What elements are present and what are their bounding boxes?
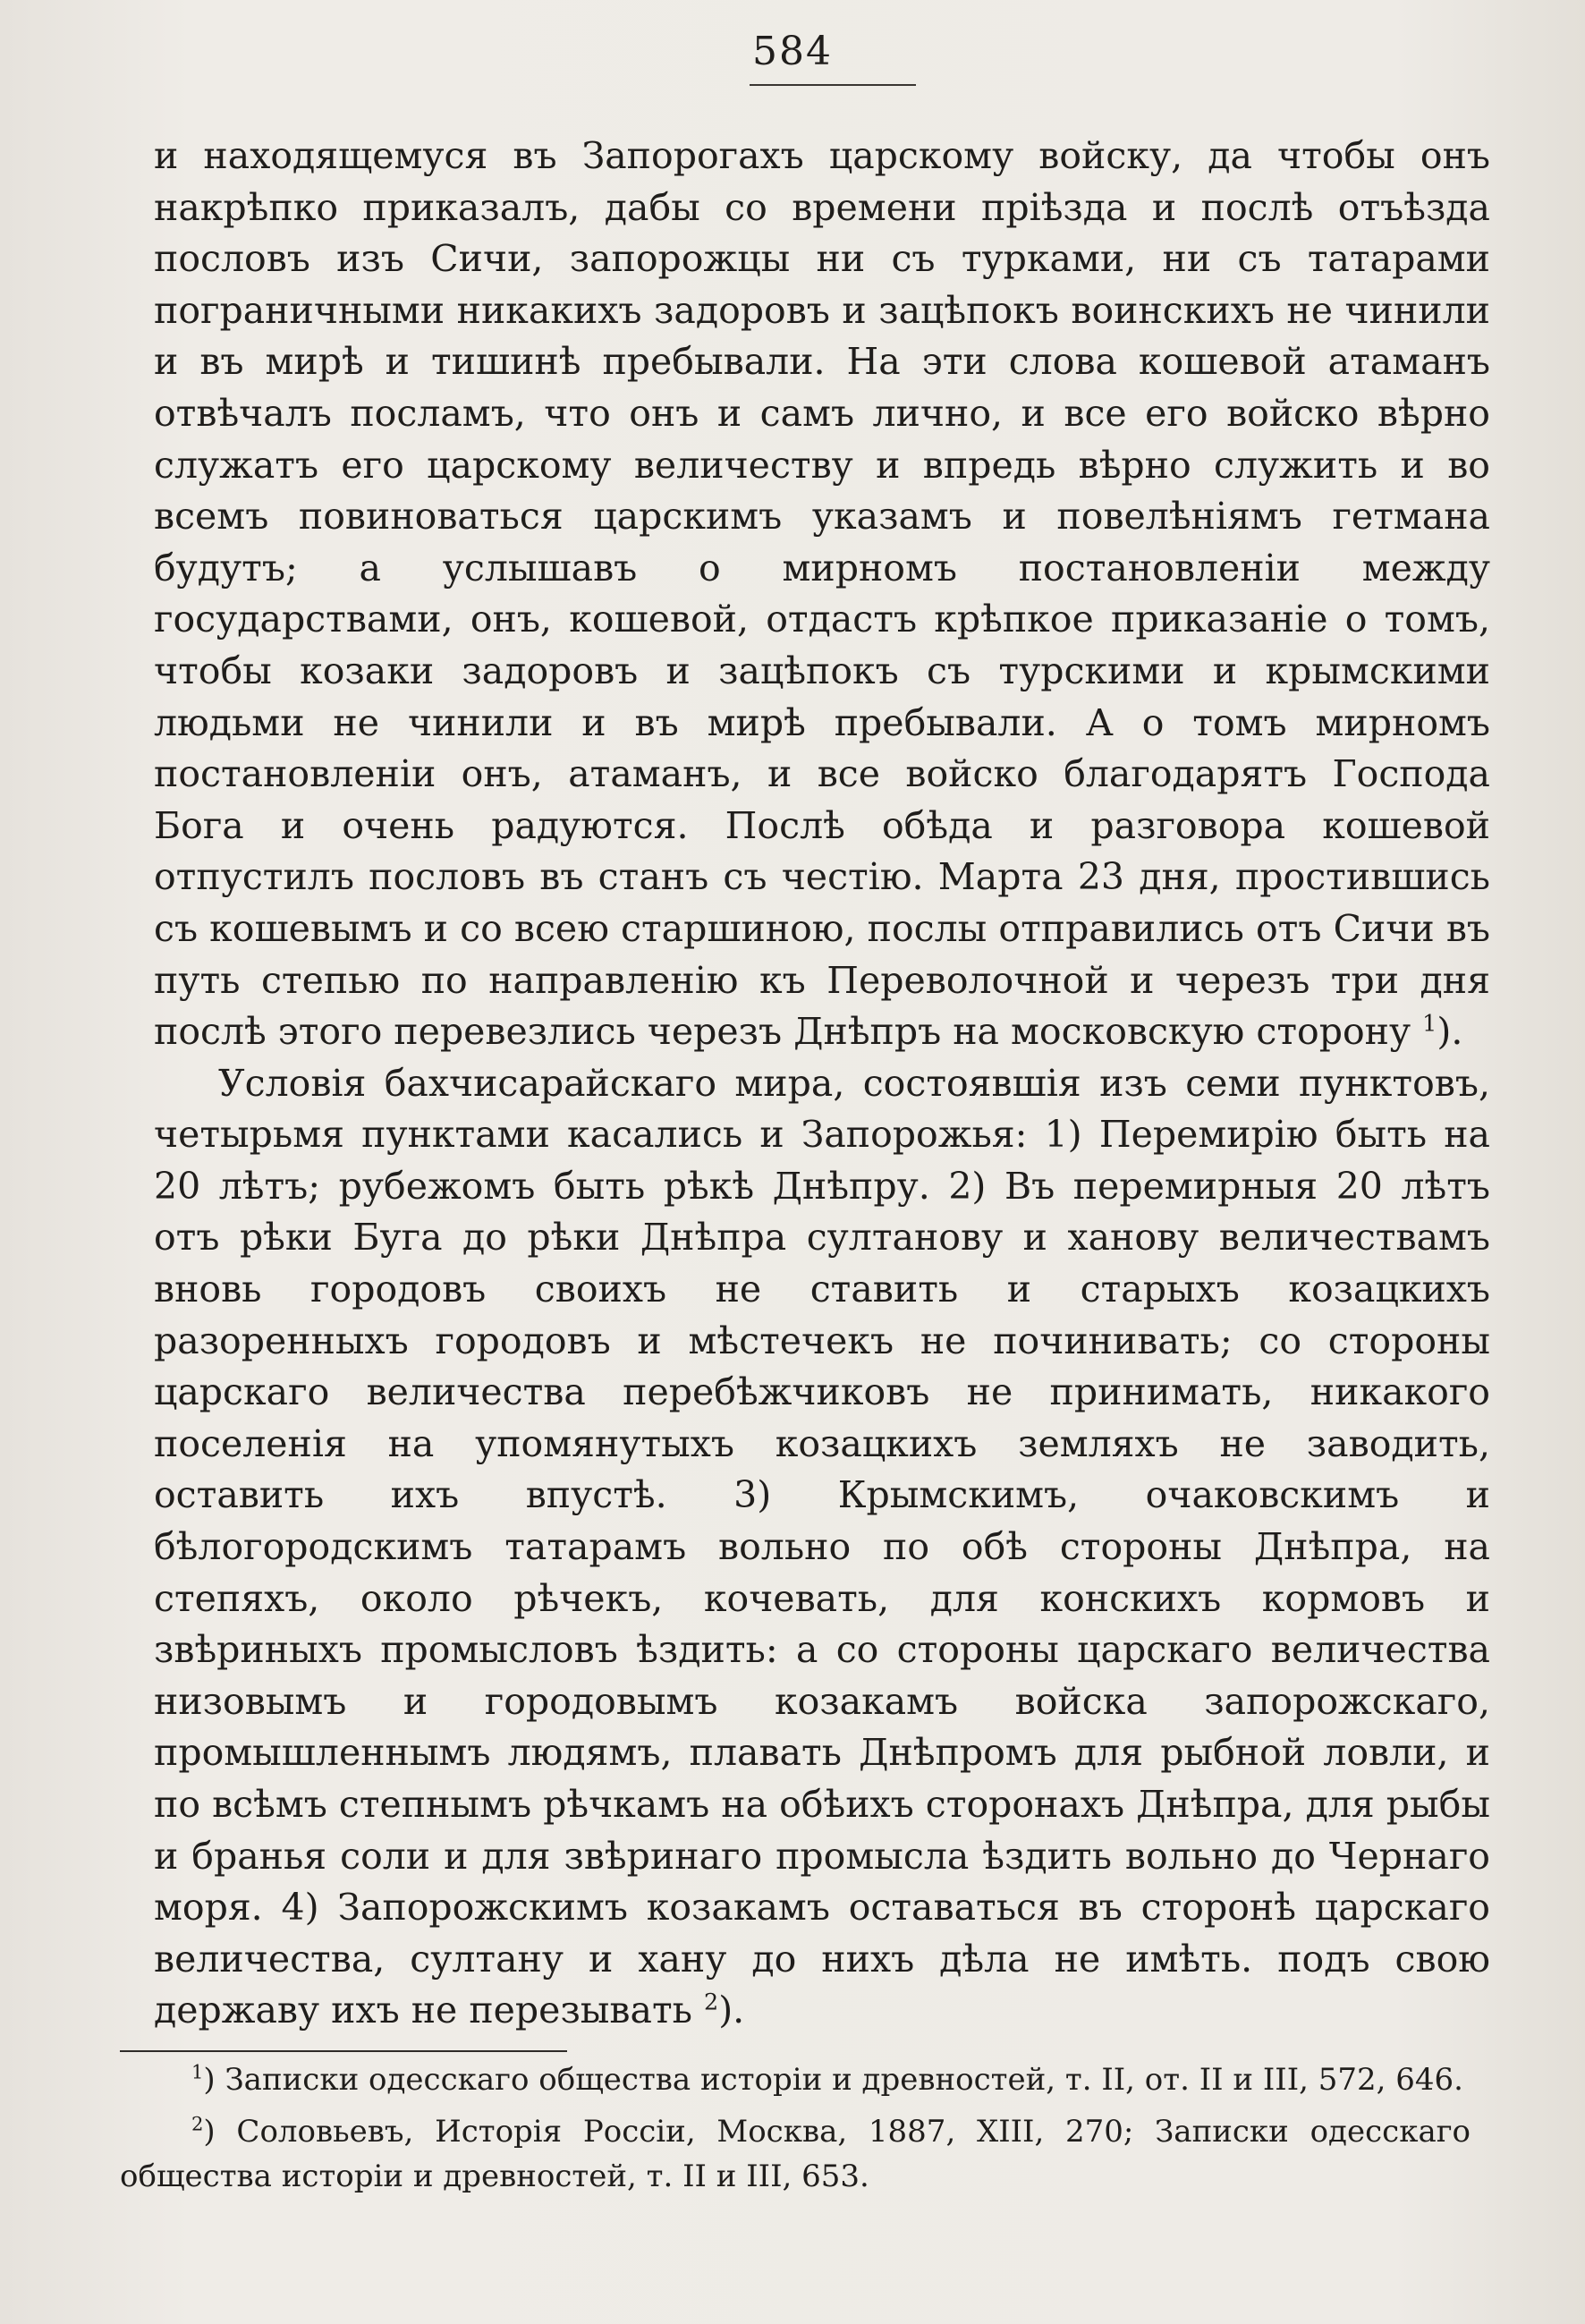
paragraph-1-text: и находящемуся въ Запорогахъ царскому войску, да чтобы онъ накрѣпко приказалъ, дабы со времени прiѣзда и послѣ отъѣзда пословъ изъ Сичи, запорожцы ни съ турками, ни съ татарами пограничными никакихъ задоровъ и зацѣпокъ воинскихъ не чинили и въ мирѣ и тишинѣ пребывали. На эти слова кошевой атаманъ отвѣчалъ посламъ, что онъ и самъ лично, и все его войско вѣрно служатъ его царскому величеству и впредь вѣрно служить и во всемъ повиноваться царскимъ указамъ и повелѣнiямъ гетмана будутъ; а услышавъ о мирномъ постановленiи между государствами, онъ, кошевой, отдастъ крѣпкое приказанiе о томъ, чтобы козаки задоровъ и зацѣпокъ съ турскими и крымскими людьми не чинили и въ мирѣ пребывали. А о томъ мирномъ постановленiи онъ, атаманъ, и все войско благодарятъ Господа Бога и очень радуются. Послѣ обѣда и разговора кошевой отпустилъ пословъ въ станъ съ честiю. Марта 23 дня, простившись съ кошевымъ и со всею старшиною, послы отправились отъ Сичи въ путь степью по направленiю къ Переволочной и черезъ три дня послѣ этого перевезлись черезъ Днѣпръ на московскую сторону (154, 134, 1490, 1054)
footnote-rule (120, 2050, 567, 2052)
footnote-2-text: ) Соловьевъ, Исторiя Россiи, Москва, 1887, XIII, 270; Записки одесскаго общества исторiи и древностей, т. II и III, 653. (120, 2114, 1471, 2194)
footnote-mark-1: 1 (191, 2060, 204, 2083)
paragraph-2-end: ). (718, 1989, 745, 2032)
paragraph-1 (154, 131, 1490, 1058)
footnote-ref-2: 2 (704, 1988, 719, 2015)
footnote-mark-2: 2 (191, 2112, 204, 2135)
paragraph-1-end: ). (1437, 1010, 1463, 1054)
footnotes (120, 2057, 1471, 2206)
header-rule (750, 84, 916, 86)
page-number: 584 (752, 29, 833, 74)
footnote-2 (120, 2109, 1471, 2199)
paragraph-2 (154, 1058, 1490, 2037)
footnote-1 (120, 2057, 1471, 2102)
footnote-ref-1: 1 (1422, 1009, 1437, 1037)
paragraph-2-text: Условiя бахчисарайскаго мира, состоявшiя изъ семи пунктовъ, четырьмя пунктами касались и Запорожья: 1) Перемирiю быть на 20 лѣтъ; рубежомъ быть рѣкѣ Днѣпру. 2) Въ перемирныя 20 лѣтъ отъ рѣки Буга до рѣки Днѣпра султанову и ханову величествамъ вновь городовъ своихъ не ставить и старыхъ козацкихъ разоренныхъ городовъ и мѣстечекъ не починивать; со стороны царскаго величества перебѣжчиковъ не принимать, никакого поселенiя на упомянутыхъ козацкихъ земляхъ не заводить, оставить ихъ впустѣ. 3) Крымскимъ, очаковскимъ и бѣлогородскимъ татарамъ вольно по обѣ стороны Днѣпра, на степяхъ, около рѣчекъ, кочевать, для конскихъ кормовъ и звѣриныхъ промысловъ ѣздить: а со стороны царскаго величества низовымъ и городовымъ козакамъ войска запорожскаго, промышленнымъ людямъ, плавать Днѣпромъ для рыбной ловли, и по всѣмъ степнымъ рѣчкамъ на обѣихъ сторонахъ Днѣпра, для рыбы и бранья соли и для звѣринаго промысла ѣздить вольно до Чернаго моря. 4) Запорожскимъ козакамъ оставаться въ сторонѣ царскаго величества, султану и хану до нихъ дѣла не имѣть. подъ свою державу ихъ не перезывать (154, 1061, 1490, 2032)
footnote-1-text: ) Записки одесскаго общества исторiи и древностей, т. II, от. II и III, 572, 646. (203, 2062, 1463, 2098)
main-text (154, 131, 1490, 2037)
